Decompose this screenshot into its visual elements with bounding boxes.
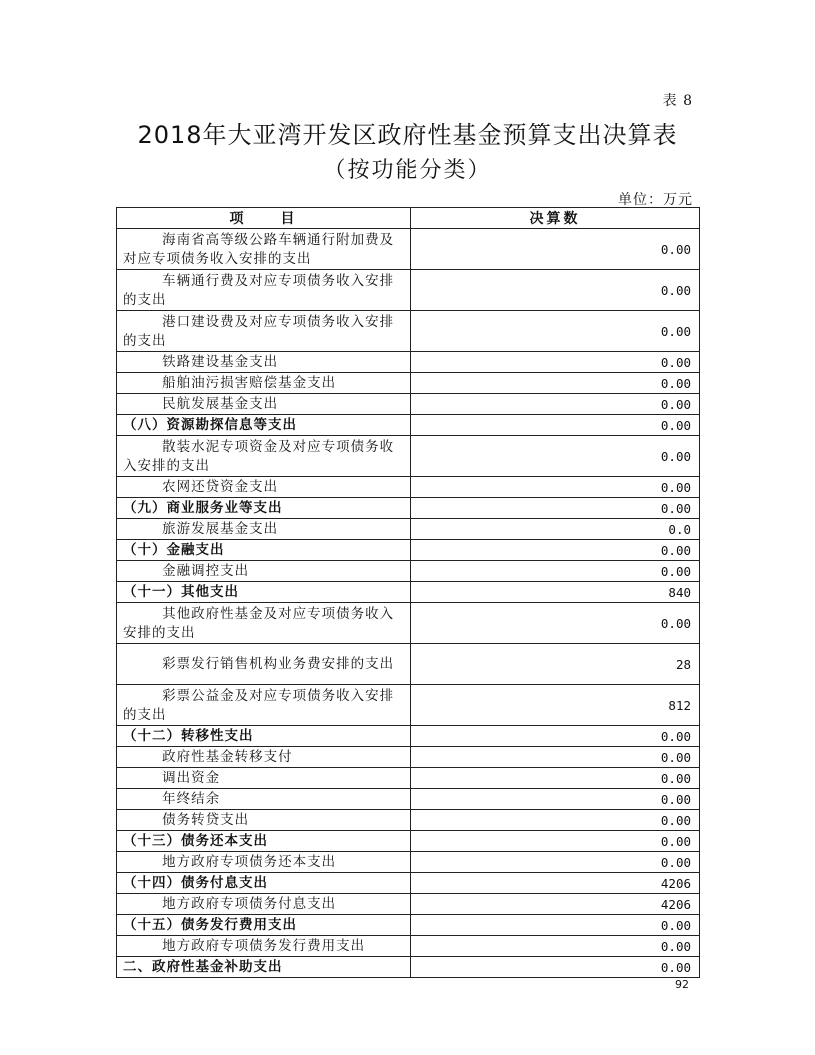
row-value: 28 (411, 644, 700, 685)
row-item-label: （十四）债务付息支出 (117, 873, 411, 894)
row-item-label: 二、政府性基金补助支出 (117, 957, 411, 978)
row-value: 4206 (411, 894, 700, 915)
page-title: 2018年大亚湾开发区政府性基金预算支出决算表 (137, 121, 678, 149)
row-value: 0.00 (411, 747, 700, 768)
row-item-label: 调出资金 (117, 768, 411, 789)
row-value: 0.00 (411, 352, 700, 373)
row-value: 812 (411, 685, 700, 726)
row-value: 0.00 (411, 477, 700, 498)
row-item-label: （十）金融支出 (117, 540, 411, 561)
row-value: 0.00 (411, 540, 700, 561)
row-item-label: （十一）其他支出 (117, 582, 411, 603)
table-row (117, 436, 700, 477)
table-row (117, 810, 700, 831)
row-value: 0.00 (411, 831, 700, 852)
table-row (117, 789, 700, 810)
table-section-row (117, 873, 700, 894)
table-row (117, 936, 700, 957)
table-section-row (117, 915, 700, 936)
row-item-label: （十二）转移性支出 (117, 726, 411, 747)
table-row (117, 768, 700, 789)
table-section-row (117, 726, 700, 747)
row-value: 0.00 (411, 311, 700, 352)
row-value: 0.00 (411, 936, 700, 957)
table-row (117, 229, 700, 270)
row-value: 0.00 (411, 270, 700, 311)
table-section-row (117, 498, 700, 519)
row-value: 0.00 (411, 810, 700, 831)
table-row (117, 352, 700, 373)
row-item-label: 金融调控支出 (117, 561, 411, 582)
table-row (117, 603, 700, 644)
table-section-row (117, 540, 700, 561)
row-value: 0.00 (411, 415, 700, 436)
row-value: 0.00 (411, 436, 700, 477)
row-item-label: 民航发展基金支出 (117, 394, 411, 415)
row-item-label: （十三）债务还本支出 (117, 831, 411, 852)
table-row (117, 311, 700, 352)
table-section-row (117, 582, 700, 603)
row-item-label: 港口建设费及对应专项债务收入安排的支出 (117, 311, 411, 352)
table-row (117, 685, 700, 726)
row-item-label: 车辆通行费及对应专项债务收入安排的支出 (117, 270, 411, 311)
row-item-label: 农网还贷资金支出 (117, 477, 411, 498)
row-item-label: 地方政府专项债务发行费用支出 (117, 936, 411, 957)
table-row (117, 561, 700, 582)
row-item-label: 地方政府专项债务还本支出 (117, 852, 411, 873)
row-value: 0.00 (411, 603, 700, 644)
table-row (117, 394, 700, 415)
table-section-row (117, 831, 700, 852)
row-item-label: 海南省高等级公路车辆通行附加费及对应专项债务收入安排的支出 (117, 229, 411, 270)
row-value: 0.00 (411, 229, 700, 270)
row-value: 840 (411, 582, 700, 603)
table-row (117, 477, 700, 498)
row-value: 0.00 (411, 957, 700, 978)
table-row (117, 852, 700, 873)
table-body (117, 229, 700, 978)
table-row (117, 270, 700, 311)
row-item-label: 彩票公益金及对应专项债务收入安排的支出 (117, 685, 411, 726)
page-subtitle: （按功能分类） (323, 158, 492, 183)
row-value: 0.00 (411, 373, 700, 394)
row-item-label: 旅游发展基金支出 (117, 519, 411, 540)
table-section-row (117, 415, 700, 436)
row-value: 0.00 (411, 394, 700, 415)
row-value: 0.00 (411, 852, 700, 873)
table-row (117, 373, 700, 394)
row-value: 0.00 (411, 789, 700, 810)
unit-label: 单位：万元 (618, 192, 693, 208)
column-header-item: 项 目 (117, 208, 411, 229)
row-item-label: 债务转贷支出 (117, 810, 411, 831)
budget-table (116, 207, 700, 978)
row-value: 0.00 (411, 768, 700, 789)
table-row (117, 519, 700, 540)
row-item-label: （八）资源勘探信息等支出 (117, 415, 411, 436)
row-item-label: 其他政府性基金及对应专项债务收入安排的支出 (117, 603, 411, 644)
row-item-label: （十五）债务发行费用支出 (117, 915, 411, 936)
table-number: 表 8 (662, 93, 693, 109)
row-value: 0.00 (411, 915, 700, 936)
row-item-label: 彩票发行销售机构业务费安排的支出 (117, 644, 411, 685)
table-row (117, 894, 700, 915)
table-row (117, 747, 700, 768)
column-header-value: 决算数 (411, 208, 700, 229)
row-value: 0.00 (411, 498, 700, 519)
row-item-label: 地方政府专项债务付息支出 (117, 894, 411, 915)
table-header-row (117, 208, 700, 229)
table-section-row (117, 957, 700, 978)
row-item-label: （九）商业服务业等支出 (117, 498, 411, 519)
row-item-label: 铁路建设基金支出 (117, 352, 411, 373)
row-item-label: 政府性基金转移支付 (117, 747, 411, 768)
table-row (117, 644, 700, 685)
row-item-label: 散装水泥专项资金及对应专项债务收入安排的支出 (117, 436, 411, 477)
page-number: 92 (675, 978, 689, 991)
row-value: 4206 (411, 873, 700, 894)
row-value: 0.00 (411, 561, 700, 582)
row-item-label: 年终结余 (117, 789, 411, 810)
row-item-label: 船舶油污损害赔偿基金支出 (117, 373, 411, 394)
row-value: 0.0 (411, 519, 700, 540)
row-value: 0.00 (411, 726, 700, 747)
